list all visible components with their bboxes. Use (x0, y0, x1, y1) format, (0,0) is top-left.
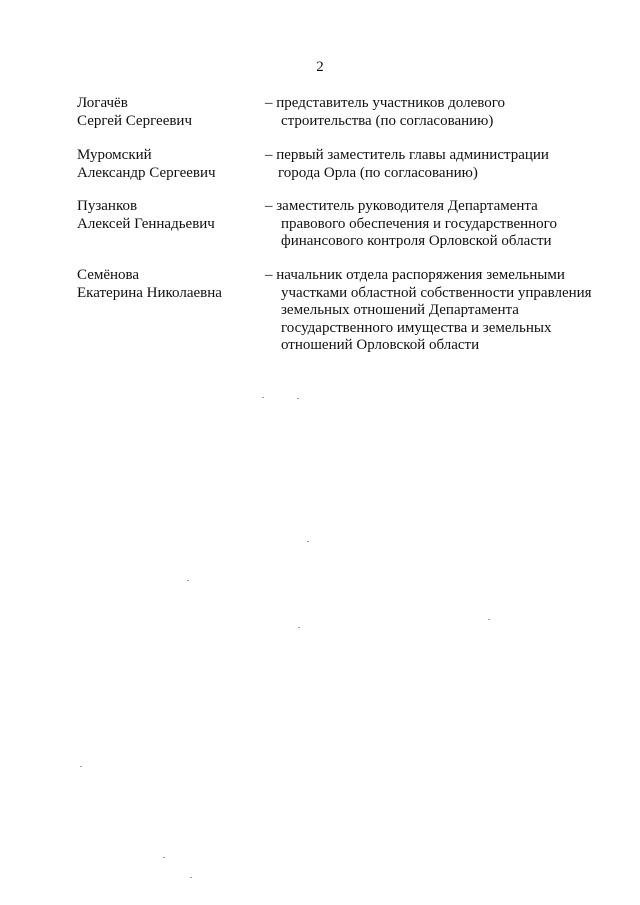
member-given-names: Алексей Геннадьевич (77, 215, 215, 232)
scan-speck (297, 398, 299, 399)
member-given-names: Александр Сергеевич (77, 164, 216, 181)
role-line: города Орла (по согласованию) (278, 164, 478, 181)
member-surname: Семёнова (77, 267, 140, 283)
role-line: правового обеспечения и государственного (281, 215, 557, 232)
role-line: финансового контроля Орловской области (281, 233, 552, 249)
member-name (77, 95, 257, 130)
member-name (77, 267, 257, 302)
scan-speck (163, 857, 165, 858)
member-given-names: Сергей Сергеевич (77, 112, 193, 129)
scan-speck (298, 627, 300, 628)
scan-speck (80, 766, 82, 767)
role-line: участками областной собственности управления (281, 284, 592, 301)
member-role (265, 147, 615, 182)
role-line: – первый заместитель главы администрации (265, 147, 549, 163)
member-surname: Логачёв (77, 95, 128, 111)
role-line: государственного имущества и земельных (281, 319, 552, 336)
member-given-names: Екатерина Николаевна (77, 284, 222, 301)
member-name (77, 198, 257, 233)
scan-speck (488, 619, 490, 620)
role-line: – представитель участников долевого (265, 95, 505, 111)
role-line: отношений Орловской области (281, 337, 480, 353)
member-surname: Пузанков (77, 198, 138, 214)
role-line: земельных отношений Департамента (281, 302, 519, 318)
member-role (265, 95, 615, 130)
member-role (265, 267, 615, 355)
scan-speck (187, 580, 189, 581)
member-role (265, 198, 615, 251)
role-line: – заместитель руководителя Департамента (265, 198, 538, 214)
scan-speck (190, 877, 192, 878)
member-surname: Муромский (77, 147, 152, 163)
scan-speck (307, 541, 309, 542)
page-number: 2 (316, 59, 324, 75)
member-name (77, 147, 257, 182)
role-line: – начальник отдела распоряжения земельными (265, 267, 565, 283)
role-line: строительства (по согласованию) (281, 112, 494, 129)
scan-speck (262, 397, 264, 398)
